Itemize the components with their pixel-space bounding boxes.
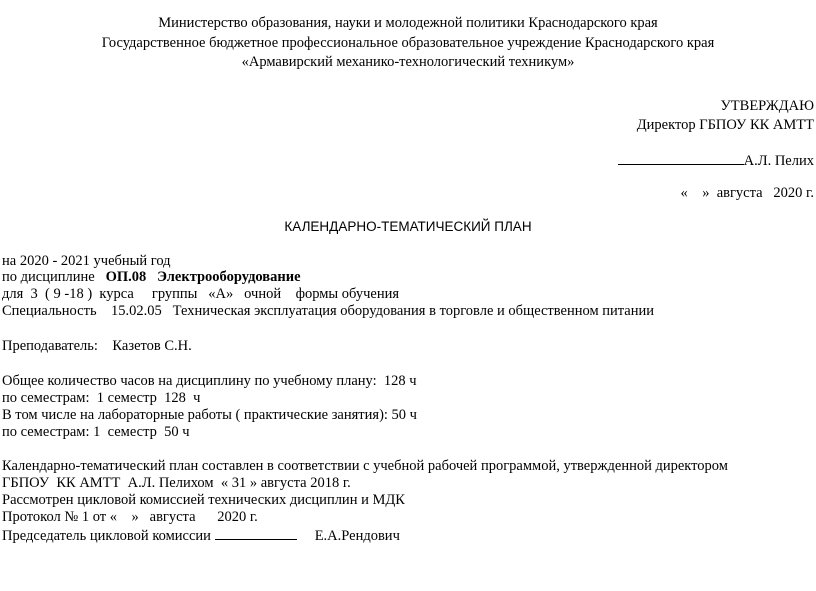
- hours-total: Общее количество часов на дисциплину по учебному плану: 128 ч: [2, 373, 417, 389]
- compiled-line-2: ГБПОУ КК АМТТ А.Л. Пелихом « 31 » августа 2018 г.: [2, 475, 351, 491]
- compiled-line-1: Календарно-тематический план составлен в соответствии с учебной рабочей программой, утвержденной директором: [2, 458, 728, 474]
- signature-blank: [618, 150, 744, 165]
- discipline-line: [2, 268, 301, 286]
- chair-line: [2, 525, 400, 545]
- course-line: для 3 ( 9 -18 ) курса группы «А» очной формы обучения: [2, 286, 400, 302]
- approval-signature: [618, 150, 814, 170]
- chair-signature-blank: [215, 525, 297, 540]
- approval-signature-name: А.Л. Пелих: [743, 153, 814, 169]
- protocol-line: Протокол № 1 от « » августа 2020 г.: [2, 509, 258, 525]
- college-heading: «Армавирский механико-технологический техникум»: [241, 54, 575, 70]
- reviewed-line: Рассмотрен цикловой комиссией технических дисциплин и МДК: [2, 492, 405, 508]
- discipline-code: ОП.08: [105, 269, 147, 285]
- approval-position: Директор ГБПОУ КК АМТТ: [636, 117, 814, 133]
- lab-semesters: по семестрам: 1 семестр 50 ч: [2, 424, 190, 440]
- lab-total: В том числе на лабораторные работы ( практические занятия): 50 ч: [2, 407, 417, 423]
- institution-heading: Государственное бюджетное профессиональное образовательное учреждение Краснодарского края: [101, 35, 715, 51]
- ministry-heading: Министерство образования, науки и молодежной политики Краснодарского края: [158, 15, 658, 31]
- hours-semesters: по семестрам: 1 семестр 128 ч: [2, 390, 201, 406]
- chair-prefix: Председатель цикловой комиссии: [2, 528, 215, 544]
- chair-name: Е.А.Рендович: [314, 528, 400, 544]
- approval-title: УТВЕРЖДАЮ: [720, 98, 814, 114]
- specialty-line: Специальность 15.02.05 Техническая эксплуатация оборудования в торговле и общественном питании: [2, 303, 654, 319]
- approval-date: « » августа 2020 г.: [680, 185, 814, 201]
- teacher-line: Преподаватель: Казетов С.Н.: [2, 338, 192, 354]
- discipline-prefix: по дисциплине: [2, 269, 106, 285]
- document-title: КАЛЕНДАРНО-ТЕМАТИЧЕСКИЙ ПЛАН: [284, 219, 532, 234]
- academic-year: на 2020 - 2021 учебный год: [2, 253, 171, 269]
- discipline-name: Электрооборудование: [157, 269, 301, 285]
